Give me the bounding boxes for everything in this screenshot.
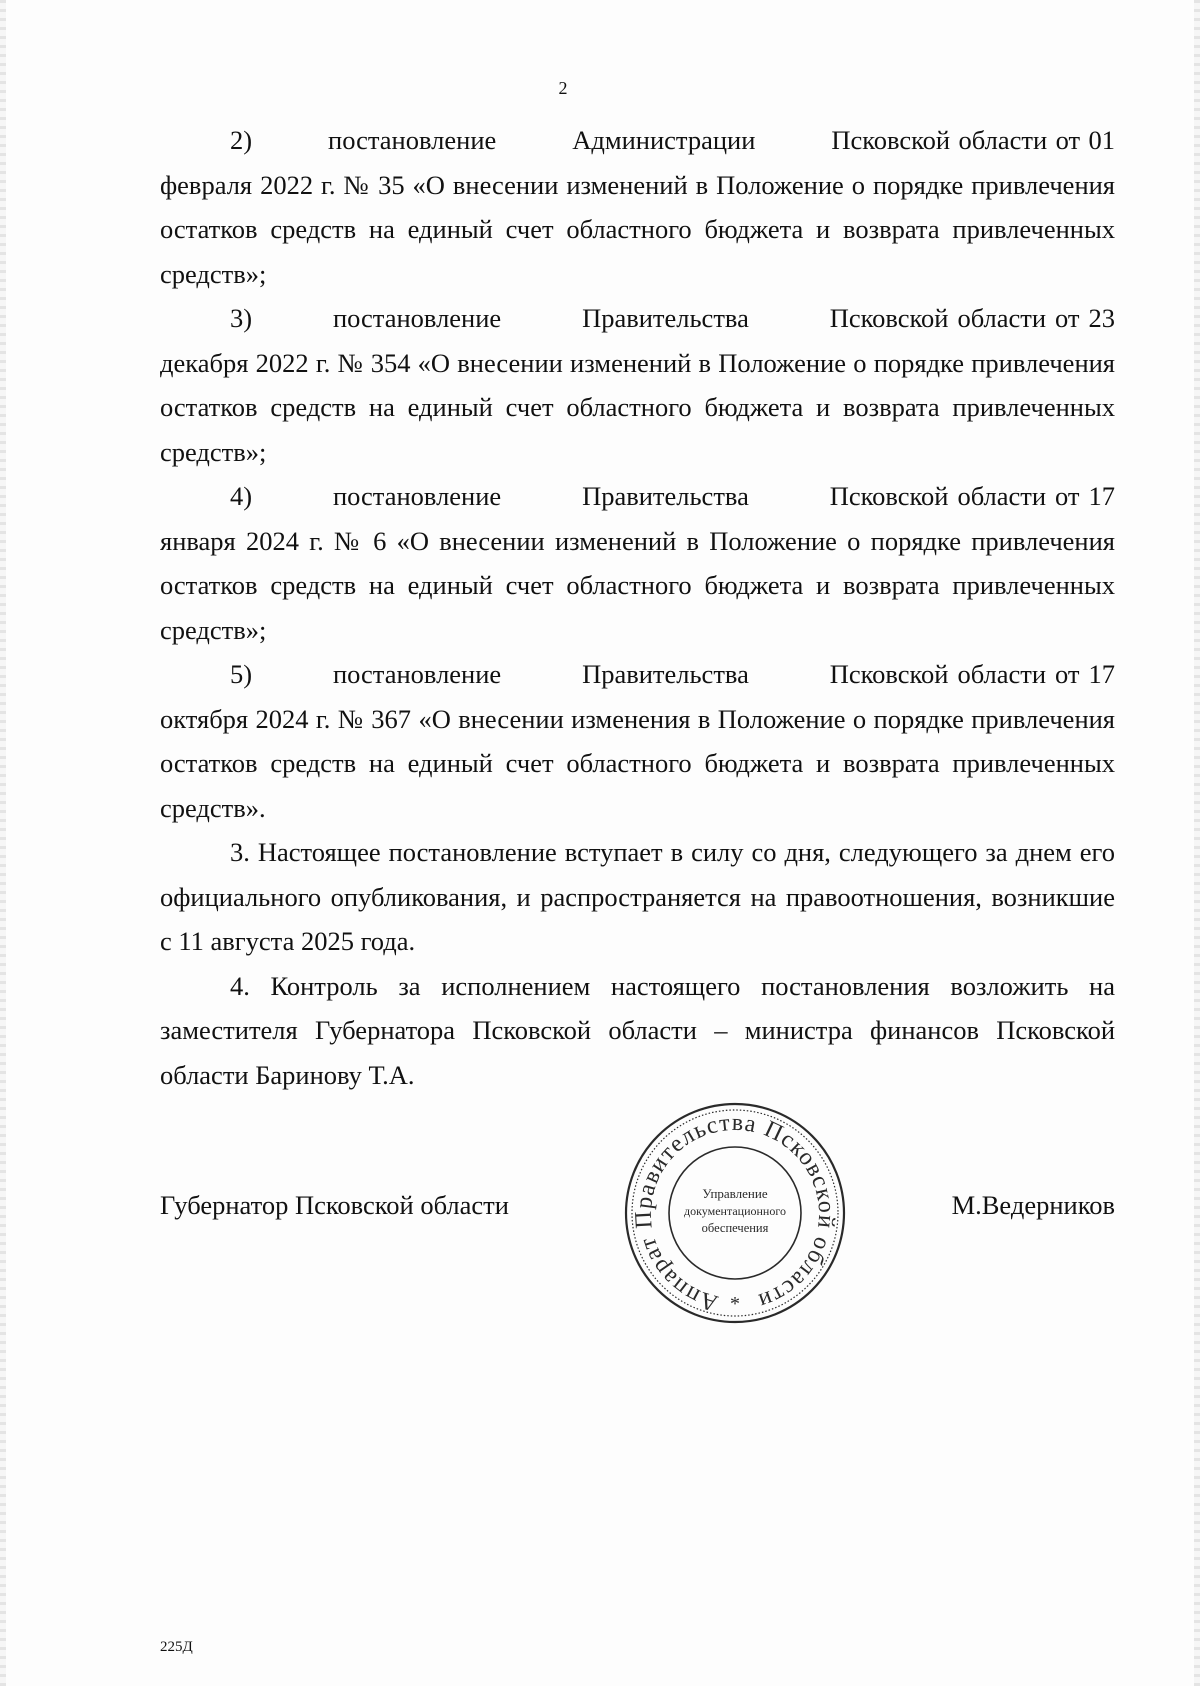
paragraph-effective-date: 3. Настоящее постановление вступает в силу со дня, следующего за днем его официального опубликования, и распространяется на правоотношения, возникшие с 11 августа 2025 года.	[160, 837, 1115, 956]
signatory-name: М.Ведерников	[951, 1190, 1115, 1220]
official-seal	[621, 1100, 849, 1326]
scan-edge-right	[1194, 0, 1200, 1686]
paragraph-item-4: 4) постановление Правительства Псковской области от 17 января 2024 г. № 6 «О внесении изменений в Положение о порядке привлечения остатков средств на единый счет областного бюджета и возврата привлеченных средств»;	[160, 481, 1115, 645]
seal-ring-text: Аппарат Правительства Псковской области	[630, 1109, 840, 1317]
seal-star-icon: *	[730, 1293, 740, 1315]
page-number	[0, 77, 1200, 99]
signatory-position: Губернатор Псковской области	[160, 1190, 509, 1220]
seal-center-line-2: документационного	[684, 1204, 786, 1218]
paragraph-item-3: 3) постановление Правительства Псковской области от 23 декабря 2022 г. № 354 «О внесении изменений в Положение о порядке привлечения остатков средств на единый счет областного бюджета и возврата привлеченных средств»;	[160, 303, 1115, 467]
paragraph-control: 4. Контроль за исполнением настоящего постановления возложить на заместителя Губернатора Псковской области – министра финансов Псковской области Баринову Т.А.	[160, 970, 1115, 1090]
paragraph-item-2: 2) постановление Администрации Псковской области от 01 февраля 2022 г. № 35 «О внесении изменений в Положение о порядке привлечения остатков средств на единый счет областного бюджета и возврата привлеченных средств»;	[160, 125, 1115, 289]
page-number-text: 2	[558, 78, 568, 98]
document-registry-code: 225Д	[160, 1639, 193, 1655]
document-body	[160, 118, 1115, 1097]
seal-center-line-3: обеспечения	[701, 1221, 769, 1235]
seal-center-line-1: Управление	[702, 1186, 768, 1201]
scan-edge-left	[0, 0, 6, 1686]
paragraph-item-5: 5) постановление Правительства Псковской области от 17 октября 2024 г. № 367 «О внесении изменения в Положение о порядке привлечения остатков средств на единый счет областного бюджета и возврата привлеченных средств».	[160, 659, 1115, 823]
